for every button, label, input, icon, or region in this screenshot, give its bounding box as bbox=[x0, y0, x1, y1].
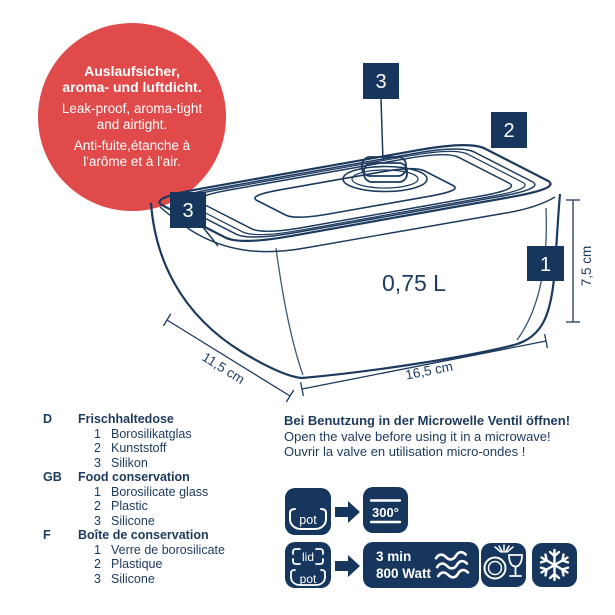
freezer-safe-icon bbox=[532, 543, 577, 587]
claim-fr-line2: l'arôme et à l'air. bbox=[83, 153, 181, 169]
microwave-icon bbox=[363, 542, 479, 588]
section-title: Food conservation bbox=[78, 470, 190, 484]
parts-item: 1 Borosilicate glass bbox=[94, 484, 209, 499]
capacity-text: 0,75 L bbox=[382, 270, 446, 296]
lid-pot-icon bbox=[285, 542, 331, 588]
microwave-time: 3 min bbox=[376, 549, 412, 564]
instruction-en: Open the valve before using it in a microwave! bbox=[284, 428, 551, 444]
label-lid: 2 bbox=[503, 120, 515, 142]
parts-section-header bbox=[43, 528, 278, 543]
oven-temp-label: 300° bbox=[372, 505, 399, 520]
instruction-de: Bei Benutzung in der Microwelle Ventil öffnen! bbox=[284, 413, 571, 428]
label-seal: 3 bbox=[182, 200, 194, 222]
oven-temp-icon bbox=[363, 487, 408, 533]
pot-icon bbox=[285, 488, 331, 535]
label-body: 1 bbox=[539, 254, 552, 276]
microwave-waves bbox=[436, 552, 469, 579]
valve-drawing bbox=[343, 99, 427, 192]
parts-list bbox=[43, 412, 278, 586]
valve-callout-line bbox=[381, 99, 383, 161]
parts-section-header bbox=[43, 412, 278, 427]
parts-item: 1 Verre de borosilicate bbox=[94, 542, 225, 557]
parts-section-header bbox=[43, 470, 278, 485]
lang-label: GB bbox=[43, 470, 62, 484]
microwave-instructions bbox=[284, 413, 614, 460]
claim-de-line2: aroma- und luftdicht. bbox=[62, 79, 202, 95]
front-corner-edge bbox=[276, 248, 303, 375]
pot-label: pot bbox=[299, 513, 317, 527]
label-valve: 3 bbox=[375, 71, 387, 93]
instruction-fr: Ouvrir la valve en utilisation micro-ondes ! bbox=[284, 444, 526, 459]
parts-item: 3 Silicone bbox=[94, 513, 155, 528]
claim-de-line1: Auslaufsicher, bbox=[84, 63, 180, 79]
arrow-right-icon bbox=[335, 554, 361, 578]
parts-item: 2 Plastic bbox=[94, 499, 148, 513]
dim-length: 16,5 cm bbox=[404, 358, 455, 383]
claim-fr-line1: Anti-fuite,étanche à bbox=[73, 138, 191, 153]
parts-item: 2 Plastique bbox=[94, 557, 163, 571]
microwave-power: 800 Watt bbox=[376, 566, 432, 581]
claim-en-line2: and airtight. bbox=[96, 116, 168, 132]
dishwasher-safe-icon bbox=[481, 543, 526, 587]
pot-label: pot bbox=[299, 572, 317, 586]
parts-item: 3 Silikon bbox=[94, 455, 148, 470]
arrow-right-icon bbox=[335, 500, 361, 524]
dim-height: 7,5 cm bbox=[579, 245, 594, 287]
lang-label: D bbox=[43, 412, 53, 426]
claim-en-line1: Leak-proof, aroma-tight bbox=[61, 101, 203, 116]
section-title: Boîte de conservation bbox=[78, 528, 209, 542]
lid-label: lid bbox=[301, 550, 315, 564]
parts-item: 1 Borosilikatglas bbox=[94, 426, 192, 441]
lang-label: F bbox=[43, 528, 51, 542]
parts-item: 2 Kunststoff bbox=[94, 441, 167, 455]
dim-depth: 11,5 cm bbox=[199, 349, 248, 388]
parts-item: 3 Silicone bbox=[94, 571, 155, 586]
snowflake bbox=[539, 550, 569, 580]
lid-drawing bbox=[159, 145, 555, 252]
spray-lines bbox=[495, 545, 513, 552]
section-title: Frischhaltedose bbox=[78, 412, 174, 426]
